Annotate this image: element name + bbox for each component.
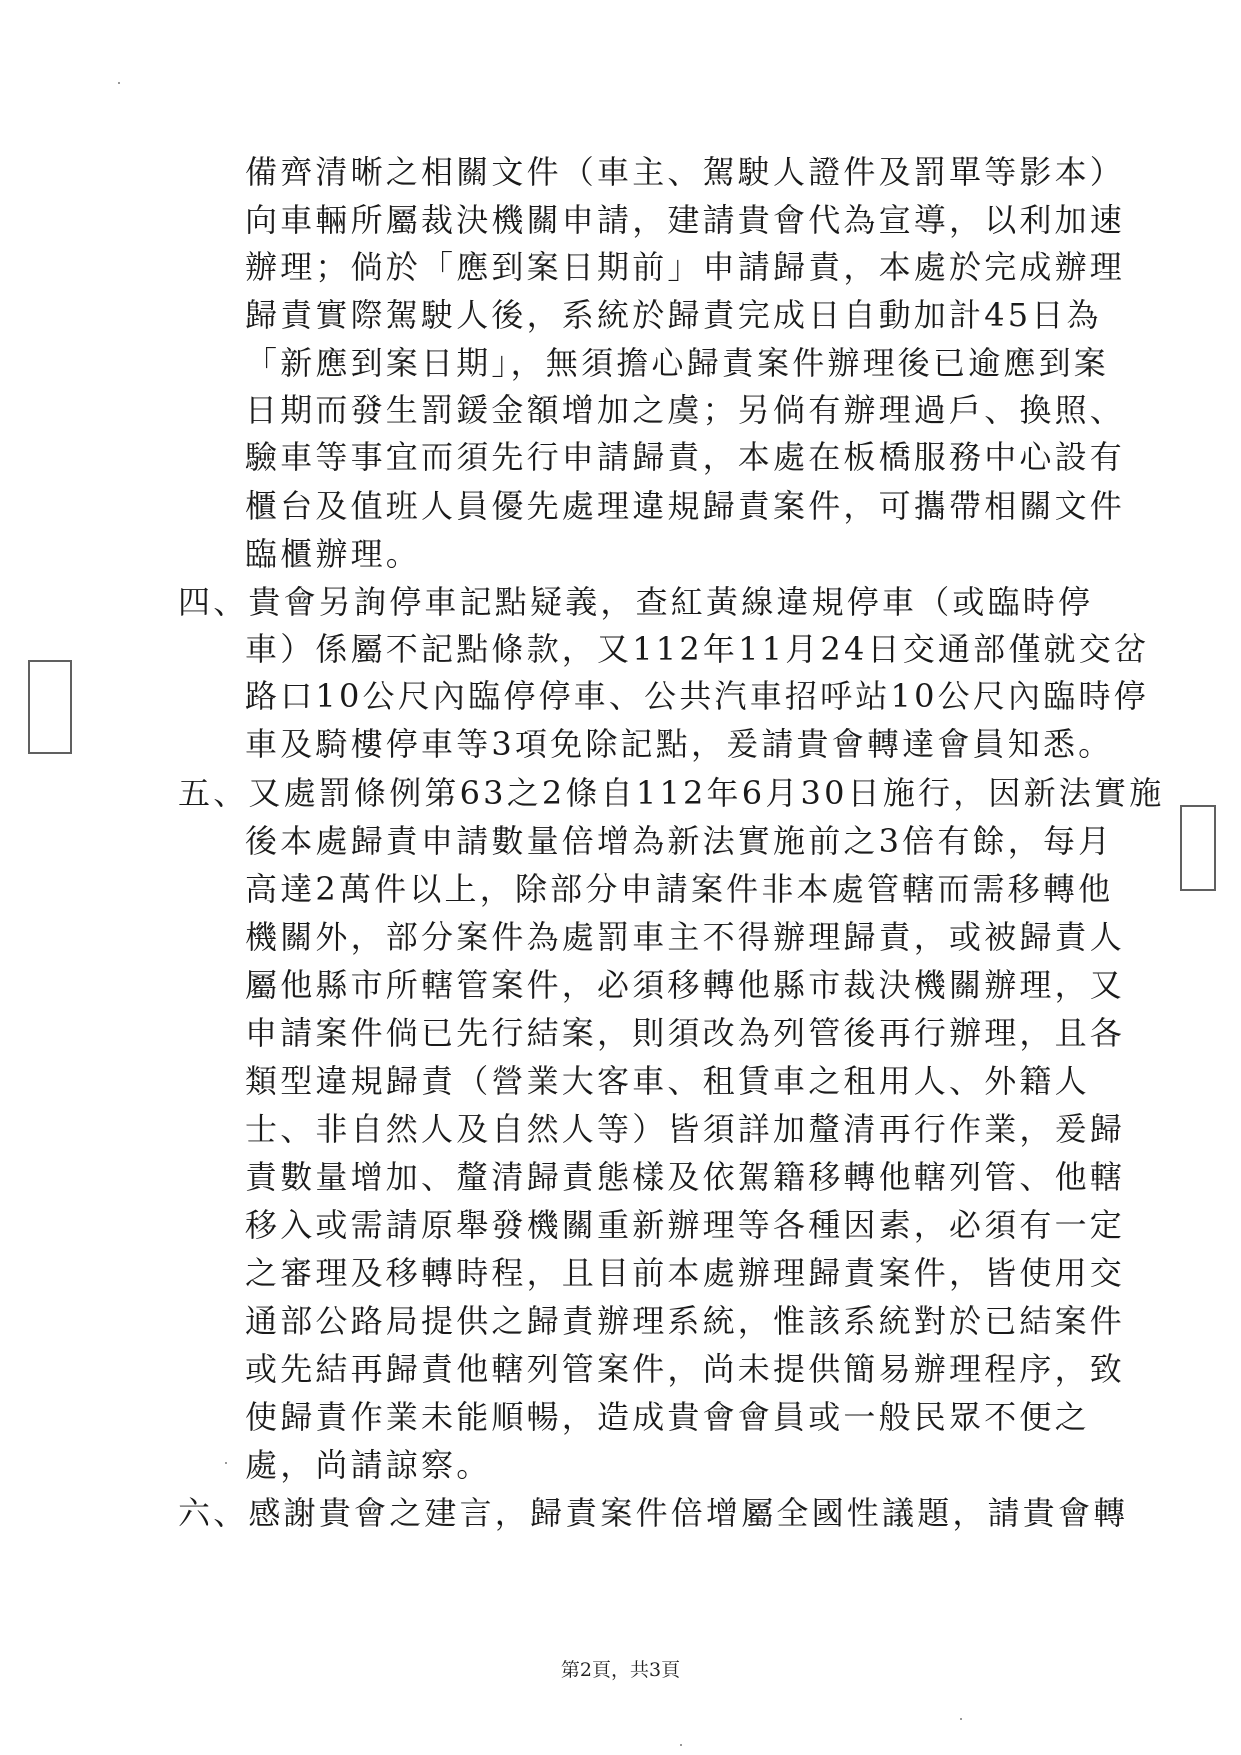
seal-stamp-right — [1180, 805, 1216, 891]
body-line: 辦理；倘於「應到案日期前」申請歸責，本處於完成辦理 — [245, 248, 1126, 286]
scan-speck — [118, 82, 120, 84]
body-line: 使歸責作業未能順暢，造成貴會會員或一般民眾不便之 — [245, 1398, 1090, 1436]
section-four-line: 四、貴會另詢停車記點疑義，查紅黃線違規停車（或臨時停 — [178, 583, 1094, 621]
section-six-line: 六、感謝貴會之建言，歸責案件倍增屬全國性議題，請貴會轉 — [178, 1494, 1129, 1532]
section-five-line: 五、又處罰條例第63之2條自112年6月30日施行，因新法實施 — [178, 774, 1165, 812]
body-line: 向車輛所屬裁決機關申請，建請貴會代為宣導，以利加速 — [245, 201, 1126, 239]
scan-speck — [225, 1462, 227, 1464]
body-line: 責數量增加、釐清歸責態樣及依駕籍移轉他轄列管、他轄 — [245, 1158, 1126, 1196]
body-line: 高達2萬件以上，除部分申請案件非本處管轄而需移轉他 — [245, 870, 1114, 908]
body-line: 驗車等事宜而須先行申請歸責，本處在板橋服務中心設有 — [245, 438, 1126, 476]
page-number: 第2頁，共3頁 — [560, 1659, 681, 1681]
body-line: 機關外，部分案件為處罰車主不得辦理歸責，或被歸責人 — [245, 918, 1126, 956]
body-line: 櫃台及值班人員優先處理違規歸責案件，可攜帶相關文件 — [245, 487, 1126, 525]
body-line: 屬他縣市所轄管案件，必須移轉他縣市裁決機關辦理，又 — [245, 966, 1126, 1004]
body-line: 歸責實際駕駛人後，系統於歸責完成日自動加計45日為 — [245, 296, 1102, 334]
body-line: 通部公路局提供之歸責辦理系統，惟該系統對於已結案件 — [245, 1302, 1126, 1340]
scan-speck — [680, 1744, 682, 1746]
body-line: 日期而發生罰鍰金額增加之虞；另倘有辦理過戶、換照、 — [245, 391, 1126, 429]
body-line: 申請案件倘已先行結案，則須改為列管後再行辦理，且各 — [245, 1014, 1126, 1052]
body-line: 處，尚請諒察。 — [245, 1446, 492, 1484]
body-line: 或先結再歸責他轄列管案件，尚未提供簡易辦理程序，致 — [245, 1350, 1126, 1388]
body-line: 備齊清晰之相關文件（車主、駕駛人證件及罰單等影本） — [245, 153, 1126, 191]
body-line: 之審理及移轉時程，且目前本處辦理歸責案件，皆使用交 — [245, 1254, 1126, 1292]
body-line: 路口10公尺內臨停停車、公共汽車招呼站10公尺內臨時停 — [245, 677, 1149, 715]
body-line: 士、非自然人及自然人等）皆須詳加釐清再行作業，爰歸 — [245, 1110, 1126, 1148]
body-line: 「新應到案日期」，無須擔心歸責案件辦理後已逾應到案 — [245, 344, 1110, 382]
body-line: 後本處歸責申請數量倍增為新法實施前之3倍有餘，每月 — [245, 822, 1114, 860]
body-line: 類型違規歸責（營業大客車、租賃車之租用人、外籍人 — [245, 1062, 1090, 1100]
seal-stamp-left — [28, 660, 72, 754]
body-line: 移入或需請原舉發機關重新辦理等各種因素，必須有一定 — [245, 1206, 1126, 1244]
body-line: 車）係屬不記點條款，又112年11月24日交通部僅就交岔 — [245, 630, 1150, 668]
scan-speck — [960, 1718, 962, 1720]
body-line: 車及騎樓停車等3項免除記點，爰請貴會轉達會員知悉。 — [245, 725, 1114, 763]
body-line: 臨櫃辦理。 — [245, 535, 422, 573]
